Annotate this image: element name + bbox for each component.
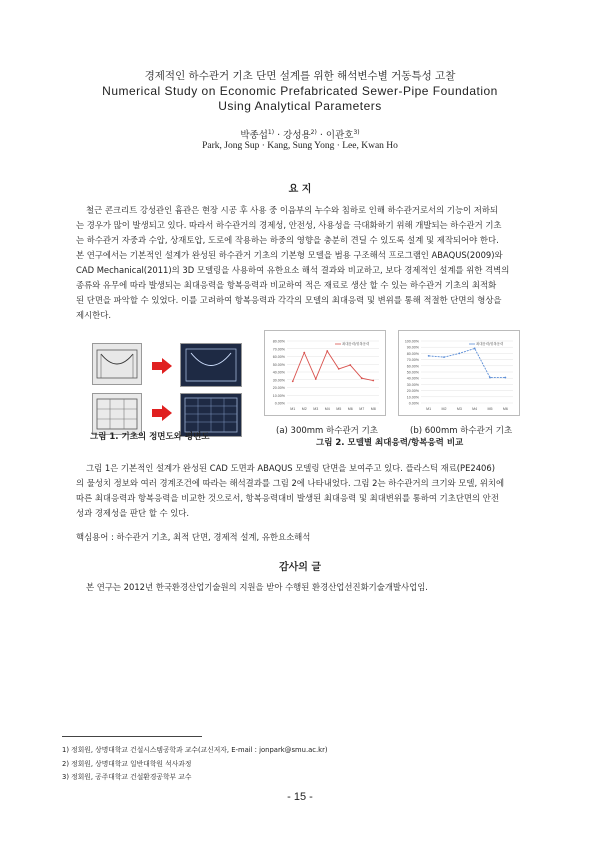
abstract-text xyxy=(76,203,528,323)
y-tick-label: 40.00% xyxy=(406,376,419,381)
y-tick-label: 0.00% xyxy=(408,401,419,406)
title-english-line2: Using Analytical Parameters xyxy=(218,99,382,113)
chart-600mm xyxy=(398,330,520,416)
x-tick-label: M8 xyxy=(370,407,376,411)
y-tick-label: 0.00% xyxy=(274,401,285,406)
acknowledgement-text: 본 연구는 2012년 한국환경산업기술원의 지원을 받아 수행된 환경산업선진화기술개발사업임. xyxy=(86,582,428,592)
data-point xyxy=(458,353,460,355)
page-number: - 15 - xyxy=(287,791,313,803)
fig1-plan-sketch xyxy=(92,393,142,435)
y-tick-label: 90.00% xyxy=(406,345,419,350)
figure2-sub-b: (b) 600mm 하수관거 기초 xyxy=(410,426,513,436)
x-tick-label: M3 xyxy=(313,407,319,411)
data-point xyxy=(338,368,340,370)
y-tick-label: 80.00% xyxy=(272,339,285,344)
abstract-line: 제시한다. xyxy=(76,310,112,320)
chart-300mm-svg xyxy=(265,331,385,415)
y-tick-label: 10.00% xyxy=(272,393,285,398)
x-tick-label: M3 xyxy=(456,407,462,411)
body-line: 그림 1은 기본적인 설계가 완성된 CAD 도면과 ABAQUS 모델링 단면을 보여주고 있다. 플라스틱 재료(PE2406) xyxy=(86,463,495,473)
abstract-line: CAD Mechanical(2011)의 3D 모델링을 사용하여 유한요소 해석 결과와 비교하고, 보다 경제적인 설계를 위한 격벽의 xyxy=(76,265,510,275)
y-tick-label: 70.00% xyxy=(406,358,419,363)
y-tick-label: 30.00% xyxy=(272,378,285,383)
abstract-line: 철근 콘크리트 강성관인 흄관은 현장 시공 후 사용 중 이음부의 누수와 침하로 인해 하수관거로서의 기능이 저하되 xyxy=(86,205,499,215)
data-point xyxy=(372,380,374,382)
x-tick-label: M2 xyxy=(301,407,307,411)
legend-label: 최대응력/항복응력 xyxy=(476,342,504,347)
x-tick-label: M2 xyxy=(441,407,447,411)
abstract-line: 종류와 유무에 따라 발생되는 최대응력을 항복응력과 비교하여 적은 재료로 생산 할 수 있는 하수관거 기초의 최적화 xyxy=(76,280,497,290)
author-2-affil: 2) xyxy=(310,128,317,136)
plan-view-drawing xyxy=(93,394,141,434)
y-tick-label: 50.00% xyxy=(406,370,419,375)
series-line xyxy=(429,348,506,377)
red-arrow-icon xyxy=(152,405,172,421)
abstract-line: 본 연구에서는 기본적인 설계가 완성된 하수관거 기초의 기본형 모델을 범용 구조해석 프로그램인 ABAQUS(2009)와 xyxy=(76,250,503,260)
footnote-divider xyxy=(62,736,202,737)
data-point xyxy=(361,377,363,379)
y-tick-label: 80.00% xyxy=(406,351,419,356)
y-tick-label: 100.00% xyxy=(404,339,419,344)
footnote-3: 3) 정회원, 공주대학교 건설환경공학부 교수 xyxy=(62,773,192,781)
title-english-line1: Numerical Study on Economic Prefabricated Sewer-Pipe Foundation xyxy=(102,84,498,98)
abstract-line: 된 단면을 파악할 수 있었다. 이를 고려하여 항복응력과 각각의 모델의 최대응력 및 변위를 통해 적절한 단면의 형상을 xyxy=(76,295,502,305)
author-1-affil: 1) xyxy=(267,128,275,136)
author-2: 강성용 xyxy=(283,130,311,141)
body-line: 성과 경제성을 판단 할 수 있다. xyxy=(76,508,190,518)
data-point xyxy=(504,377,506,379)
body-text xyxy=(76,461,528,521)
data-point xyxy=(326,350,328,352)
authors-english: Park, Jong Sup · Kang, Sung Yong · Lee, Kwan Ho xyxy=(202,141,398,151)
data-point xyxy=(428,355,430,357)
x-tick-label: M5 xyxy=(336,407,342,411)
y-tick-label: 50.00% xyxy=(272,362,285,367)
y-tick-label: 60.00% xyxy=(272,355,285,359)
body-line: 따른 최대응력과 항복응력을 비교한 것으로서, 항복응력대비 발생된 최대응력 및 최대변위를 통하여 기초단면의 안전 xyxy=(76,493,499,503)
x-tick-label: M4 xyxy=(472,407,478,411)
abstract-heading: 요 지 xyxy=(288,184,312,195)
y-tick-label: 60.00% xyxy=(406,364,419,369)
y-tick-label: 40.00% xyxy=(272,370,285,375)
author-separator: · xyxy=(316,130,326,141)
author-1: 박종섭 xyxy=(240,130,268,141)
abstract-line: 는 경우가 많이 발생되고 있다. 따라서 하수관거의 경제성, 안전성, 사용성을 극대화하기 위해 개발되는 하수관거 기초 xyxy=(76,220,502,230)
front-view-drawing xyxy=(93,344,141,384)
abstract-line: 는 하수관거 자중과 수압, 상재토압, 도로에 작용하는 하중의 영향을 충분히 견딜 수 있도록 설계 및 제작되어야 한다. xyxy=(76,235,499,245)
fig1-front-sketch xyxy=(92,343,142,385)
keywords: 핵심용어 : 하수관거 기초, 최적 단면, 경제적 설계, 유한요소해석 xyxy=(76,532,311,542)
x-tick-label: M6 xyxy=(347,407,353,411)
x-tick-label: M7 xyxy=(359,407,365,411)
x-tick-label: M1 xyxy=(290,407,296,411)
data-point xyxy=(303,352,305,354)
acknowledgement-heading: 감사의 글 xyxy=(278,562,322,573)
footnote-1: 1) 정회원, 상명대학교 건설시스템공학과 교수(교신저자, E-mail : jonpark@smu.ac.kr) xyxy=(62,746,328,754)
y-tick-label: 20.00% xyxy=(272,386,285,390)
author-3-affil: 3) xyxy=(353,128,360,136)
y-tick-label: 70.00% xyxy=(272,347,285,352)
y-tick-label: 10.00% xyxy=(406,395,419,400)
title-korean: 경제적인 하수관거 기초 단면 설계를 위한 해석변수별 거동특성 고찰 xyxy=(144,70,456,82)
data-point xyxy=(292,380,294,382)
data-point xyxy=(443,356,445,358)
y-tick-label: 30.00% xyxy=(406,382,419,387)
figure2-caption: 그림 2. 모델별 최대응력/항복응력 비교 xyxy=(316,438,464,448)
chart-300mm xyxy=(264,330,386,416)
authors-korean xyxy=(0,127,600,141)
y-tick-label: 20.00% xyxy=(406,389,419,394)
x-tick-label: M5 xyxy=(487,407,493,411)
fig1-cad-front-model xyxy=(180,343,242,387)
series-line xyxy=(293,351,374,381)
author-separator: · xyxy=(274,130,284,141)
figure2-sub-a: (a) 300mm 하수관거 기초 xyxy=(276,426,378,436)
x-tick-label: M6 xyxy=(502,407,508,411)
data-point xyxy=(349,364,351,366)
x-tick-label: M4 xyxy=(324,407,330,411)
body-line: 의 물성치 정보와 여러 경계조건에 따라는 해석결과를 그림 2에 나타내었다. 그림 2는 하수관거의 크기와 모델, 위치에 xyxy=(76,478,505,488)
data-point xyxy=(315,378,317,380)
author-3: 이관호 xyxy=(325,130,354,141)
data-point xyxy=(489,377,491,379)
footnote-2: 2) 정회원, 상명대학교 일반대학원 석사과정 xyxy=(62,760,192,768)
chart-600mm-svg xyxy=(399,331,519,415)
figure1-caption: 그림 1. 기초의 정면도와 평면도 xyxy=(90,432,210,442)
x-tick-label: M1 xyxy=(426,407,432,411)
cad-front-drawing xyxy=(181,344,241,386)
data-point xyxy=(474,348,476,350)
red-arrow-icon xyxy=(152,358,172,374)
legend-label: 최대응력/항복응력 xyxy=(342,342,370,347)
